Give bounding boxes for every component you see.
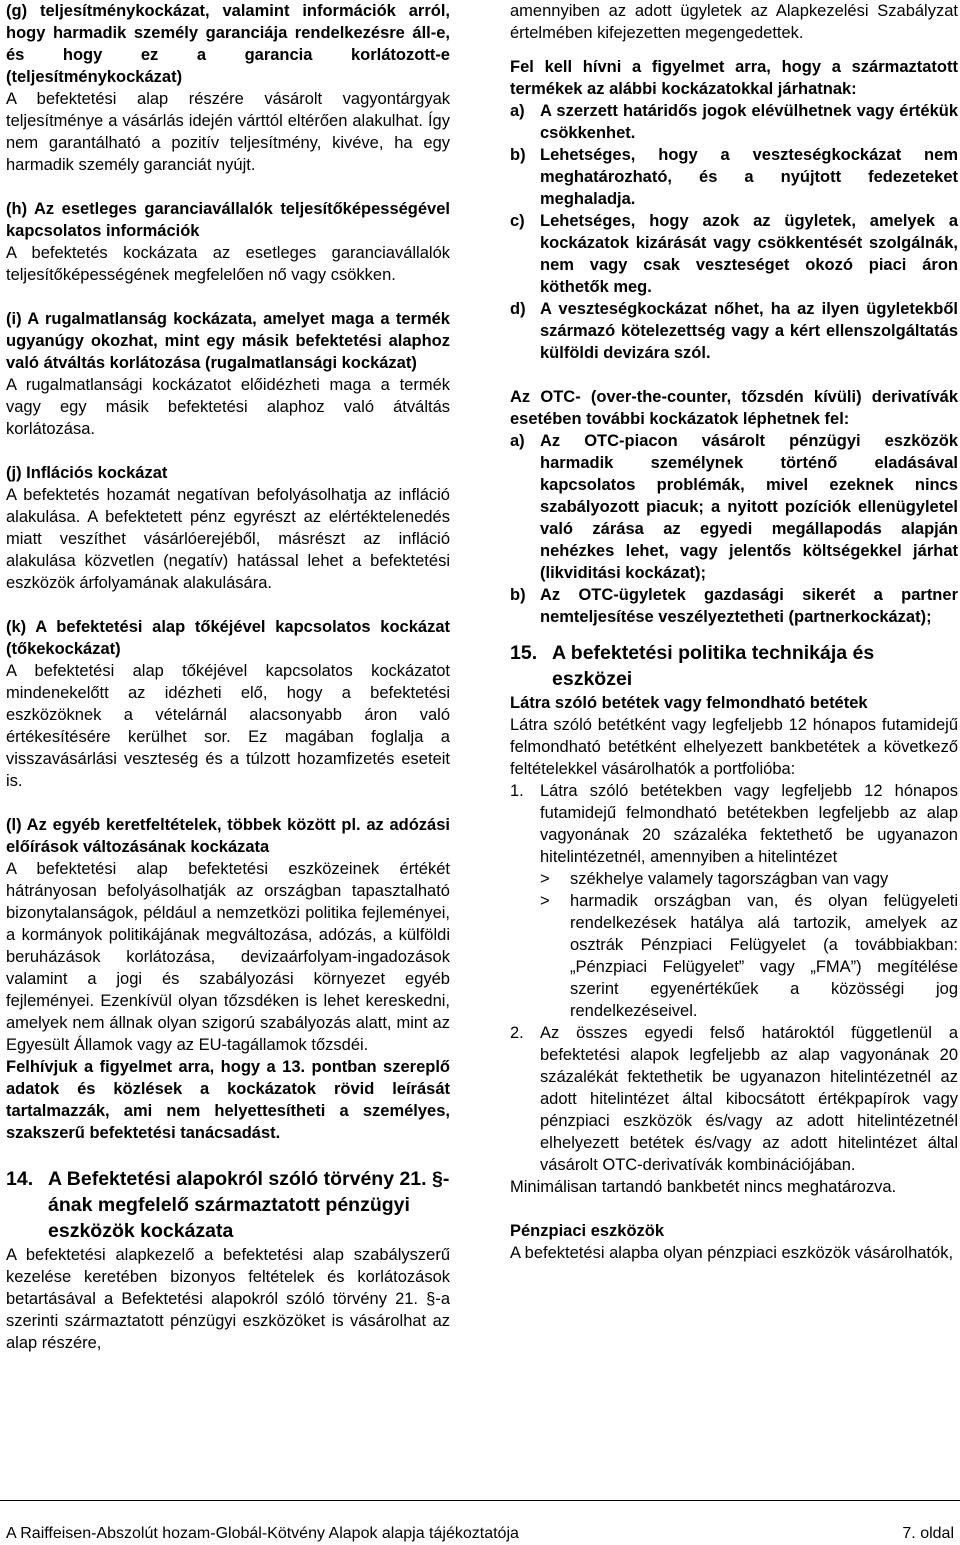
list-item xyxy=(510,210,958,298)
section-14-heading xyxy=(6,1166,450,1244)
list-item xyxy=(510,780,958,868)
derivative-warning-intro: Fel kell hívni a figyelmet arra, hogy a származtatott termékek az alábbi kockázatokkal járhatnak: xyxy=(510,58,958,98)
list-marker: b) xyxy=(510,146,526,164)
section-g-title: (g) teljesítménykockázat, valamint információk arról, hogy harmadik személy garanciája rendelkezésre áll-e, és hogy ez a garancia korlátozott-e (teljesítménykockázat) xyxy=(6,2,450,86)
list-marker: c) xyxy=(510,212,525,230)
section-15-number: 15. xyxy=(510,642,538,664)
list-item xyxy=(510,298,958,364)
list-item xyxy=(510,100,958,144)
list-marker: a) xyxy=(510,102,525,120)
list-text: Lehetséges, hogy a veszteségkockázat nem meghatározható, és a nyújtott fedezeteket meghaladja. xyxy=(540,146,958,208)
section-g-body: A befektetési alap részére vásárolt vagyontárgyak teljesítménye a vásárlás idején várttól eltérően alakulhat. Így nem garantálható a pozitív teljesítmény, kivéve, ha egy harmadik személy garanciát nyújt. xyxy=(6,90,450,174)
list-item xyxy=(510,144,958,210)
money-market-body: A befektetési alapba olyan pénzpiaci eszközök vásárolhatók, xyxy=(510,1244,954,1262)
section-14-number: 14. xyxy=(6,1168,34,1190)
list-text: Lehetséges, hogy azok az ügyletek, amelyek a kockázatok kizárását vagy csökkentését szolgálnák, nem vagy csak veszteséget okozó piaci áron köthetők meg. xyxy=(540,212,958,296)
list-item xyxy=(510,430,958,584)
list-text: harmadik országban van, és olyan felügyeleti rendelkezések hatálya alá tartozik, amelyek az osztrák Pénzpiaci Felügyelet (a továbbiakban: „Pénzpiaci Felügyelet” vagy „FMA”) megítélése szerint egyenértékűek a közösségi jog rendelkezéseivel. xyxy=(570,892,958,1020)
list-text: Látra szóló betétekben vagy legfeljebb 12 hónapos futamidejű felmondható betétekben legfeljebb az alap vagyonának 20 százaléka fektethető be ugyanazon hitelintézetnél, amennyiben a hitelintézet xyxy=(540,782,958,866)
list-marker: a) xyxy=(510,432,525,450)
section-14-title: A Befektetési alapokról szóló törvény 21. §-ának megfelelő származtatott pénzügyi eszközök kockázata xyxy=(48,1168,450,1242)
section-l-body: A befektetési alap befektetési eszközeinek értékét hátrányosan befolyásolhatják az országban tapasztalható bizonytalanságok, például a nemzetközi politika fejleményei, a kormányok politikájának megváltozása, adózás, a külföldi beruházások korlátozása, devizaárfolyam-ingadozások valamint a jogi és szabályozási környezet egyéb fejleményei. Ezenkívül olyan tőzsdéken is lehet kereskedni, amelyek nem állnak olyan szigorú szabályozás alatt, mint az Egyesült Államok vagy az EU-tagállamok tőzsdéi. xyxy=(6,860,450,1054)
list-text: A veszteségkockázat nőhet, ha az ilyen ügyletekből származó kötelezettség vagy a kért ellenszolgáltatás külföldi devizára szól. xyxy=(540,300,958,362)
list-text: székhelye valamely tagországban van vagy xyxy=(570,870,889,888)
page-number: 7. oldal xyxy=(902,1525,954,1542)
list-text: Az OTC-piacon vásárolt pénzügyi eszközök harmadik személynek történő eladásával kapcsolatos problémák, mivel ezeknek nincs szabályozott piacuk; a nyitott pozíciók ellenügyletel való zárása az egyedi megállapodás alapján nehézkes lehet, vagy jelentős költségekkel járhat (likviditási kockázat); xyxy=(540,432,958,582)
section-j-title: (j) Inflációs kockázat xyxy=(6,464,168,482)
page-footer xyxy=(0,1500,960,1542)
min-deposit-note: Minimálisan tartandó bankbetét nincs meghatározva. xyxy=(510,1178,897,1196)
otc-risk-list xyxy=(510,430,958,628)
sub-list-item xyxy=(540,890,958,1022)
section-k-body: A befektetési alap tőkéjével kapcsolatos kockázatot mindenekelőtt az idézheti elő, hogy a befektetési eszközöknek a vételárnál alacsonyabb áron való értékesítésére kerülhet sor. Ez magában foglalja a visszavásárlási veszteség és a túlzott hozamfizetés eseteit is. xyxy=(6,662,450,790)
list-marker: d) xyxy=(510,300,526,318)
left-column xyxy=(6,0,450,1354)
list-text: Az összes egyedi felső határoktól függetlenül a befektetési alapok legfeljebb az alap vagyonának 20 százalékát fektethetik be ugyanazon hitelintézetnél az adott hitelintézet által kibocsátott értékpapírok vagy pénzpiaci eszközök és/vagy az adott hitelintézetnél elhelyezett betétek és/vagy az adott hitelintézet által vásárolt OTC-derivatívák kombinációjában. xyxy=(540,1024,958,1174)
money-market-title: Pénzpiaci eszközök xyxy=(510,1222,665,1240)
section-h-body: A befektetés kockázata az esetleges garanciavállalók teljesítőképességének megfelelően nő vagy csökken. xyxy=(6,244,450,284)
otc-intro: Az OTC- (over-the-counter, tőzsdén kívüli) derivatívák esetében további kockázatok léphetnek fel: xyxy=(510,388,958,428)
list-marker: 1. xyxy=(510,782,524,800)
list-item xyxy=(510,1022,958,1176)
list-marker: > xyxy=(540,870,550,888)
sub-list-item xyxy=(540,868,958,890)
deposit-body: Látra szóló betétként vagy legfeljebb 12 hónapos futamidejű felmondható betétként elhelyezett bankbetétek a következő feltételekkel vásárolhatók a portfolióba: xyxy=(510,716,958,778)
list-marker: b) xyxy=(510,586,526,604)
section-i-body: A rugalmatlansági kockázatot előidézheti maga a termék vagy egy másik befektetési alaphoz való átváltás korlátozása. xyxy=(6,376,450,438)
list-marker: 2. xyxy=(510,1024,524,1042)
section-h-title: (h) Az esetleges garanciavállalók teljesítőképességével kapcsolatos információk xyxy=(6,200,450,240)
list-text: Az OTC-ügyletek gazdasági sikerét a partner nemteljesítése veszélyeztetheti (partnerkockázat); xyxy=(540,586,958,626)
section-k-title: (k) A befektetési alap tőkéjével kapcsolatos kockázat (tőkekockázat) xyxy=(6,618,450,658)
section-l-note: Felhívjuk a figyelmet arra, hogy a 13. pontban szereplő adatok és közlések a kockázatok rövid leírását tartalmazzák, ami nem helyettesítheti a személyes, szakszerű befektetési tanácsadást. xyxy=(6,1058,450,1142)
deposit-title: Látra szóló betétek vagy felmondható betétek xyxy=(510,694,868,712)
section-14-body: A befektetési alapkezelő a befektetési alap szabályszerű kezelése keretében bizonyos feltételek és korlátozások betartásával a Befektetési alapokról szóló törvény 21. §-a szerinti származtatott pénzügyi eszközöket is vásárolhat az alap részére, xyxy=(6,1246,450,1352)
section-15-heading xyxy=(510,640,958,692)
section-i-title: (i) A rugalmatlanság kockázata, amelyet maga a termék ugyanúgy okozhat, mint egy másik befektetési alaphoz való átváltás korlátozása (rugalmatlansági kockázat) xyxy=(6,310,450,372)
list-item xyxy=(510,584,958,628)
list-text: A szerzett határidős jogok elévülhetnek vagy értékük csökkenhet. xyxy=(540,102,958,142)
section-l-title: (l) Az egyéb keretfeltételek, többek között pl. az adózási előírások változásának kockázata xyxy=(6,816,450,856)
right-column xyxy=(510,0,958,1264)
continued-text: amennyiben az adott ügyletek az Alapkezelési Szabályzat értelmében kifejezetten megengedettek. xyxy=(510,2,958,42)
footer-title: A Raiffeisen-Abszolút hozam-Globál-Kötvény Alapok alapja tájékoztatója xyxy=(6,1525,519,1542)
derivative-warning-list xyxy=(510,100,958,364)
list-marker: > xyxy=(540,892,550,910)
section-15-title: A befektetési politika technikája és eszközei xyxy=(552,642,875,690)
section-j-body: A befektetés hozamát negatívan befolyásolhatja az infláció alakulása. A befektetett pénz egyrészt az elértéktelenedés miatt veszíthet vásárlóerejéből, másrészt az infláció alakulása közvetlen (negatív) hatással lehet a befektetési eszközök árfolyamának alakulására. xyxy=(6,486,450,592)
